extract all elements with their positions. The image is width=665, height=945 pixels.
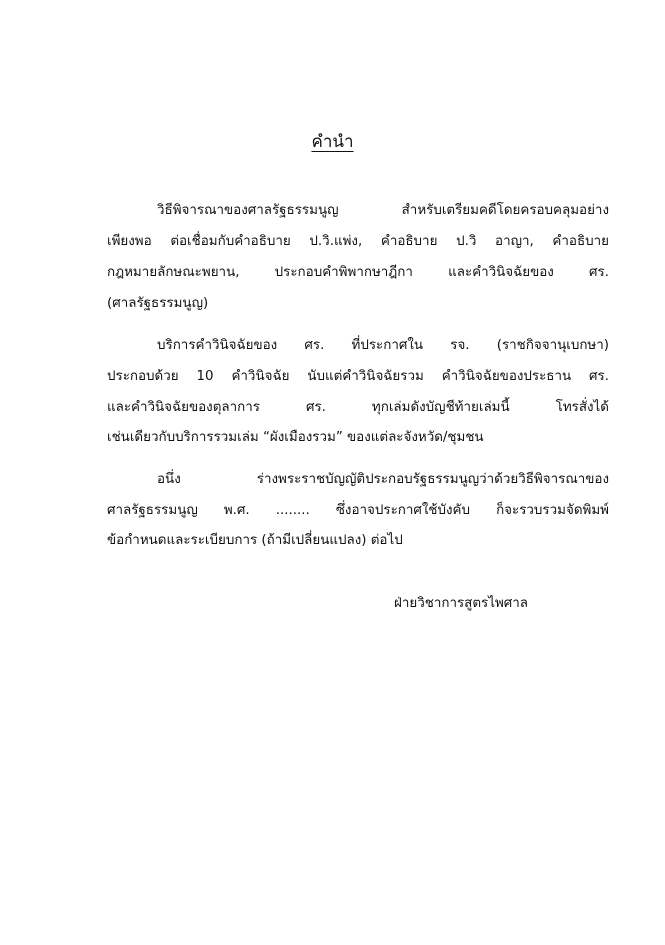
paragraph-1-line-4: (ศาลรัฐธรรมนูญ) — [107, 296, 209, 311]
paragraph-2-line-2: ประกอบด้วย 10 คำวินิจฉัย นับแต่คำวินิจฉัยรวม คำวินิจฉัยของประธาน ศร. — [107, 369, 609, 384]
paragraph-3-line-2: ศาลรัฐธรรมนูญ พ.ศ. ........ ซึ่งอาจประกาศใช้บังคับ ก็จะรวบรวมจัดพิมพ์ — [107, 503, 609, 518]
paragraph-2-line-1: บริการคำวินิจฉัยของ ศร. ที่ประกาศใน รจ. (ราชกิจจานุเบกษา) — [157, 338, 609, 353]
paragraph-1-line-2: เพียงพอ ต่อเชื่อมกับคำอธิบาย ป.วิ.แพ่ง, คำอธิบาย ป.วิ อาญา, คำอธิบาย — [107, 234, 609, 249]
paragraph-2-line-4: เช่นเดียวกับบริการรวมเล่ม “ผังเมืองรวม” ของแต่ละจังหวัด/ชุมชน — [107, 430, 484, 445]
paragraph-3-line-3: ข้อกำหนดและระเบียบการ (ถ้ามีเปลี่ยนแปลง) ต่อไป — [107, 533, 403, 548]
paragraph-3-line-1: อนึ่ง ร่างพระราชบัญญัติประกอบรัฐธรรมนูญว่าด้วยวิธีพิจารณาของ — [157, 472, 609, 487]
paragraph-1-line-1: วิธีพิจารณาของศาลรัฐธรรมนูญ สำหรับเตรียมคดีโดยครอบคลุมอย่าง — [157, 203, 609, 218]
page-title: คำนำ — [311, 132, 354, 152]
paragraph-2-line-3: และคำวินิจฉัยของตุลาการ ศร. ทุกเล่มดังบัญชีท้ายเล่มนี้ โทรสั่งได้ — [107, 400, 609, 415]
paragraph-1-line-3: กฎหมายลักษณะพยาน, ประกอบคำพิพากษาฎีกา และคำวินิจฉัยของ ศร. — [107, 265, 609, 280]
signature: ฝ่ายวิชาการสูตรไพศาล — [394, 596, 529, 611]
